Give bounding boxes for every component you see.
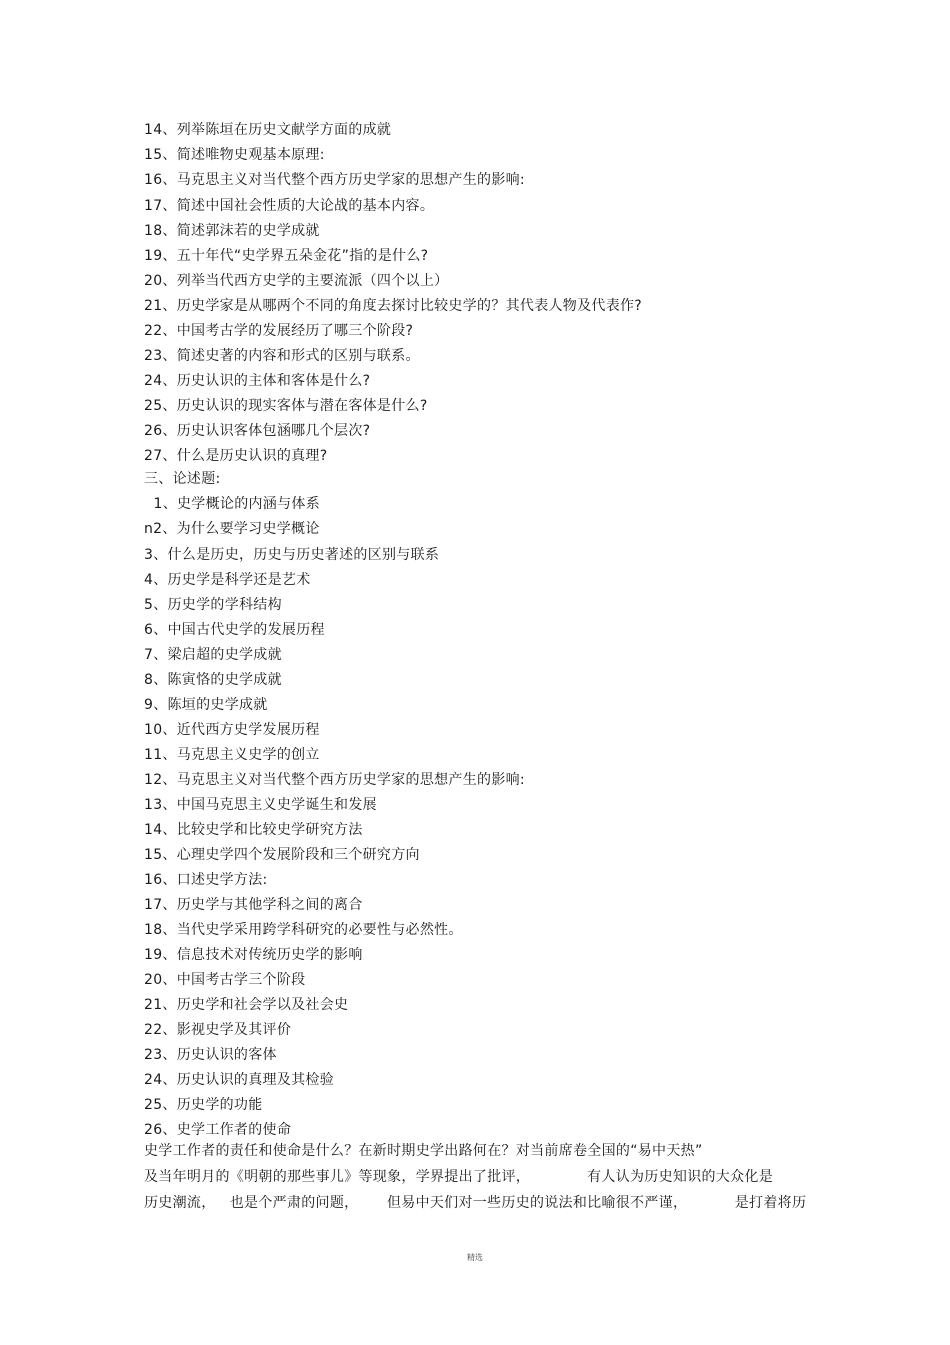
list-item: 16、口述史学方法: bbox=[144, 872, 268, 888]
paragraph-line: 历史潮流， 也是个严肃的问题， 但易中天们对一些历史的说法和比喻很不严谨， 是打着将历 bbox=[144, 1195, 807, 1211]
list-item: 19、信息技术对传统历史学的影响 bbox=[144, 947, 363, 963]
paragraph-line: 及当年明月的《明朝的那些事儿》等现象，学界提出了批评， 有人认为历史知识的大众化是 bbox=[144, 1169, 773, 1185]
list-item: 25、历史学的功能 bbox=[144, 1097, 263, 1113]
section-heading: 三、论述题: bbox=[144, 471, 221, 487]
list-item: 20、列举当代西方史学的主要流派（四个以上） bbox=[144, 273, 449, 289]
list-item: 8、陈寅恪的史学成就 bbox=[144, 672, 282, 688]
list-item: 9、陈垣的史学成就 bbox=[144, 697, 268, 713]
list-item: 23、历史认识的客体 bbox=[144, 1047, 277, 1063]
list-item: 19、五十年代“史学界五朵金花”指的是什么? bbox=[144, 248, 429, 264]
list-item: 18、简述郭沫若的史学成就 bbox=[144, 223, 320, 239]
list-item: 1、史学概论的内涵与体系 bbox=[144, 496, 321, 512]
paragraph-line: 史学工作者的责任和使命是什么？在新时期史学出路何在？对当前席卷全国的“易中天热” bbox=[144, 1143, 703, 1159]
list-item: 25、历史认识的现实客体与潜在客体是什么? bbox=[144, 398, 428, 414]
list-item: 23、简述史著的内容和形式的区别与联系。 bbox=[144, 348, 420, 364]
list-item: 24、历史认识的主体和客体是什么? bbox=[144, 373, 371, 389]
list-item: 26、历史认识客体包涵哪几个层次? bbox=[144, 423, 371, 439]
list-item: 17、历史学与其他学科之间的离合 bbox=[144, 897, 363, 913]
list-item: 3、什么是历史，历史与历史著述的区别与联系 bbox=[144, 547, 440, 563]
list-item: 7、梁启超的史学成就 bbox=[144, 647, 282, 663]
list-item: 15、简述唯物史观基本原理: bbox=[144, 147, 325, 163]
list-item: 17、简述中国社会性质的大论战的基本内容。 bbox=[144, 198, 435, 214]
list-item: 24、历史认识的真理及其检验 bbox=[144, 1072, 335, 1088]
list-item: 26、史学工作者的使命 bbox=[144, 1122, 292, 1138]
list-item: 11、马克思主义史学的创立 bbox=[144, 747, 320, 763]
page-footer: 精选 bbox=[467, 1253, 483, 1262]
list-item: 18、当代史学采用跨学科研究的必要性与必然性。 bbox=[144, 922, 463, 938]
list-item: 21、历史学家是从哪两个不同的角度去探讨比较史学的？其代表人物及代表作? bbox=[144, 298, 643, 314]
list-item: 15、心理史学四个发展阶段和三个研究方向 bbox=[144, 847, 420, 863]
list-item: 4、历史学是科学还是艺术 bbox=[144, 572, 311, 588]
list-item: 22、中国考古学的发展经历了哪三个阶段? bbox=[144, 323, 414, 339]
list-item: n2、为什么要学习史学概论 bbox=[144, 521, 320, 537]
list-item: 10、近代西方史学发展历程 bbox=[144, 722, 320, 738]
list-item: 13、中国马克思主义史学诞生和发展 bbox=[144, 797, 377, 813]
list-item: 16、马克思主义对当代整个西方历史学家的思想产生的影响: bbox=[144, 172, 525, 188]
list-item: 14、比较史学和比较史学研究方法 bbox=[144, 822, 363, 838]
list-item: 14、列举陈垣在历史文献学方面的成就 bbox=[144, 122, 392, 138]
list-item: 6、中国古代史学的发展历程 bbox=[144, 622, 325, 638]
list-item: 12、马克思主义对当代整个西方历史学家的思想产生的影响: bbox=[144, 772, 525, 788]
list-item: 20、中国考古学三个阶段 bbox=[144, 972, 306, 988]
list-item: 22、影视史学及其评价 bbox=[144, 1022, 292, 1038]
list-item: 5、历史学的学科结构 bbox=[144, 597, 282, 613]
list-item: 27、什么是历史认识的真理? bbox=[144, 448, 328, 464]
list-item: 21、历史学和社会学以及社会史 bbox=[144, 997, 349, 1013]
